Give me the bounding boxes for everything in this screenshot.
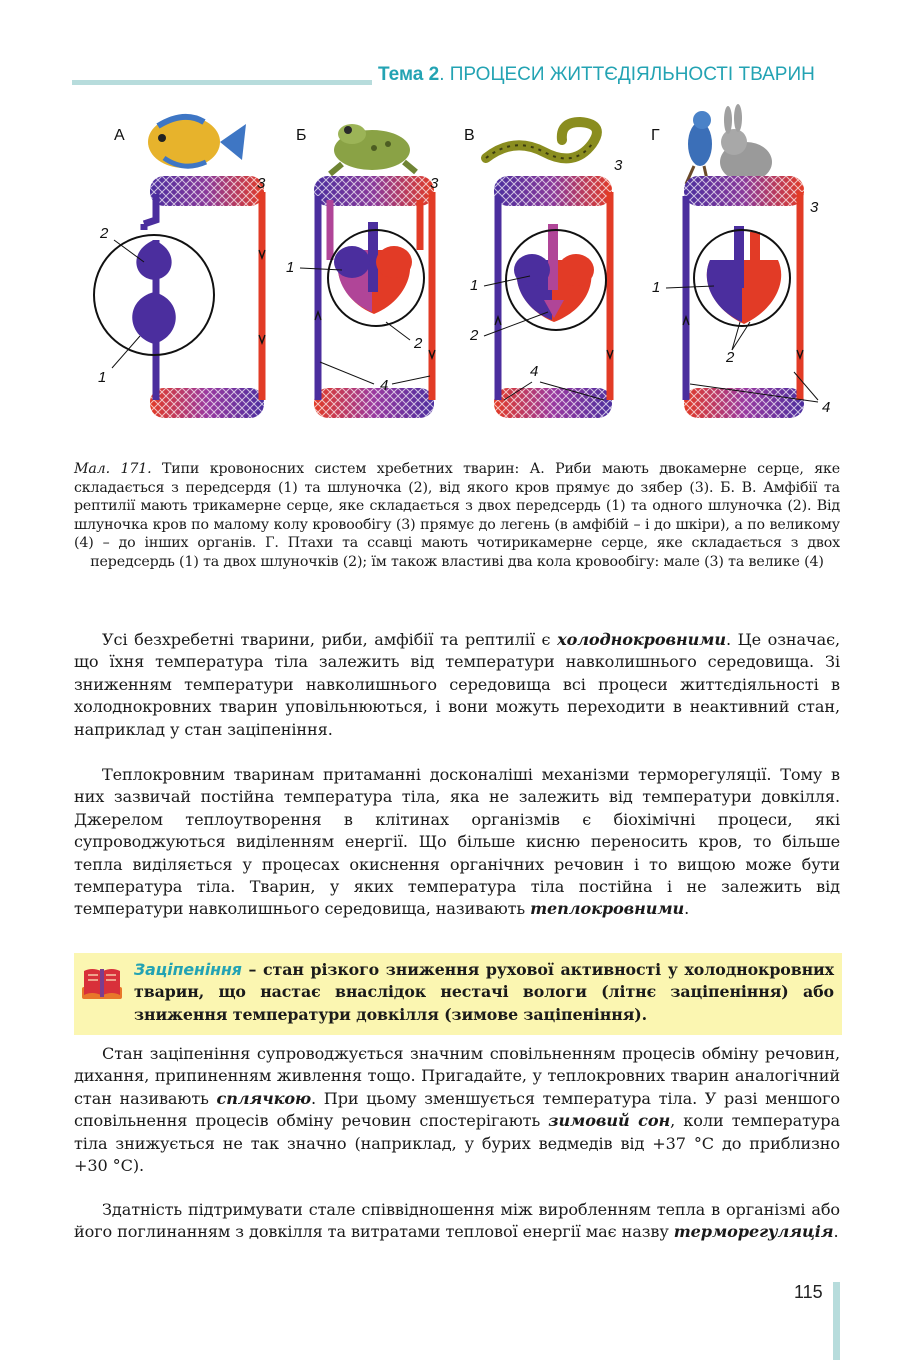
figure-caption — [74, 460, 840, 572]
term-hibernation: сплячкою — [216, 1088, 312, 1108]
label-g-4: 4 — [822, 399, 831, 416]
topic-number: Тема 2 — [378, 64, 440, 85]
caption-label: Мал. 171. — [74, 461, 152, 477]
definition-term: Заціпеніння — [134, 960, 242, 979]
definition-body: – стан різкого зниження рухової активності у холоднокровних тварин, що настає внаслідок нестачі вологи (літнє заціпеніння) або зниження температури довкілля (зимове заціпеніння). — [134, 960, 834, 1024]
fish-illustration — [148, 116, 246, 168]
term-winter-sleep: зимовий сон — [548, 1111, 671, 1131]
label-a-2: 2 — [100, 225, 109, 242]
term-cold-blooded: холоднокровними — [557, 630, 726, 649]
label-v-3: 3 — [614, 157, 623, 174]
circulatory-systems-figure — [74, 100, 844, 455]
panel-b-diagram — [314, 176, 435, 418]
panel-a-diagram — [94, 176, 265, 418]
frog-illustration — [330, 124, 416, 174]
figure-svg — [74, 100, 844, 455]
label-a-3: 3 — [257, 175, 266, 192]
page-edge-bar — [833, 1282, 840, 1360]
label-v-1: 1 — [470, 277, 479, 294]
paragraph-cold-blooded: Усі безхребетні тварини, риби, амфібії та рептилії є холоднокровними. Це означає, що їхня температура тіла залежить від температури навколишнього середовища. Зі зниженням температури навколишнього середовища всі процеси життєдіяльності в холоднокровних тварин уповільнюються, і вони можуть переходити в неактивний стан, наприклад у стан заціпеніння. — [74, 630, 840, 739]
bird-and-rabbit-illustration — [686, 104, 772, 184]
page-number: 115 — [794, 1282, 823, 1302]
paragraph-torpor: Стан заціпеніння супроводжується значним сповільненням процесів обміну речовин, дихання, припиненням живлення тощо. Пригадайте, у теплокровних тварин аналогічний стан називають сплячкою. При цьому зменшується температура тіла. У разі меншого сповільнення процесів обміну речовин спостерігають зимовий сон, коли температура тіла знижується не так значно (наприклад, у бурих ведмедів від +37 °С до приблизно +30 °С). — [74, 1044, 840, 1176]
label-b-4: 4 — [380, 377, 389, 394]
label-v-2: 2 — [470, 327, 479, 344]
paragraph-warm-blooded: Теплокровним тваринам притаманні досконаліші механізми терморегуляції. Тому в них зазвичай постійна температура тіла, яка не залежить від температури довкілля. Джерелом теплоутворення в клітинах організмів є біохімічні процеси, які супроводжуються виділенням енергії. Що більше кисню переносить кров, то більше тепла виділяється у процесах окиснення органічних речовин і то вищою може бути температура тіла. Тварин, у яких температура тіла постійна і не залежить від температури навколишнього середовища, називають теплокровними. — [74, 765, 840, 919]
panel-letter-v: В — [464, 127, 475, 144]
caption-text: Типи кровоносних систем хребетних тварин: А. Риби мають двокамерне серце, яке складається з передсердя (1) та шлуночка (2), від якого кров прямує до зябер (3). Б. В. Амфібії та рептилії мають трикамерне серце, яке складається з двох передсердь (1) та одного шлуночка (2). Від шлуночка кров по малому колу кровообігу (3) прямує до легень (в амфібій – і до шкіри), а по великому (4) – до інших органів. Г. Птахи та ссавці мають чотирикамерне серце, яке складається з двох передсердь (1) та двох шлуночків (2); їм також властиві два кола кровообігу: мале (3) та велике (4) — [74, 461, 841, 570]
definition-text — [134, 959, 834, 1026]
definition-box — [74, 953, 842, 1035]
panel-v-diagram — [494, 176, 613, 418]
label-g-2: 2 — [726, 349, 735, 366]
term-thermoregulation: терморегуляція — [673, 1222, 834, 1242]
open-book-icon — [80, 965, 124, 1001]
label-v-4: 4 — [530, 363, 539, 380]
label-b-3: 3 — [430, 175, 439, 192]
page-header — [378, 64, 848, 86]
term-warm-blooded: теплокровними — [530, 899, 685, 919]
label-b-1: 1 — [286, 259, 295, 276]
label-g-1: 1 — [652, 279, 661, 296]
panel-letter-a: А — [114, 127, 125, 144]
label-g-3: 3 — [810, 199, 819, 216]
label-b-2: 2 — [414, 335, 423, 352]
snake-illustration — [486, 122, 597, 158]
label-a-1: 1 — [98, 369, 107, 386]
panel-g-diagram — [683, 176, 804, 418]
panel-letter-b: Б — [296, 127, 307, 144]
paragraph-thermoregulation: Здатність підтримувати стале співвідношення між виробленням тепла в організмі або його поглинанням з довкілля та витратами теплової енергії має назву терморегуляція. — [74, 1200, 840, 1242]
panel-letter-g: Г — [651, 127, 660, 144]
header-rule — [72, 80, 372, 85]
topic-title: . ПРОЦЕСИ ЖИТТЄДІЯЛЬНОСТІ ТВАРИН — [439, 64, 815, 85]
